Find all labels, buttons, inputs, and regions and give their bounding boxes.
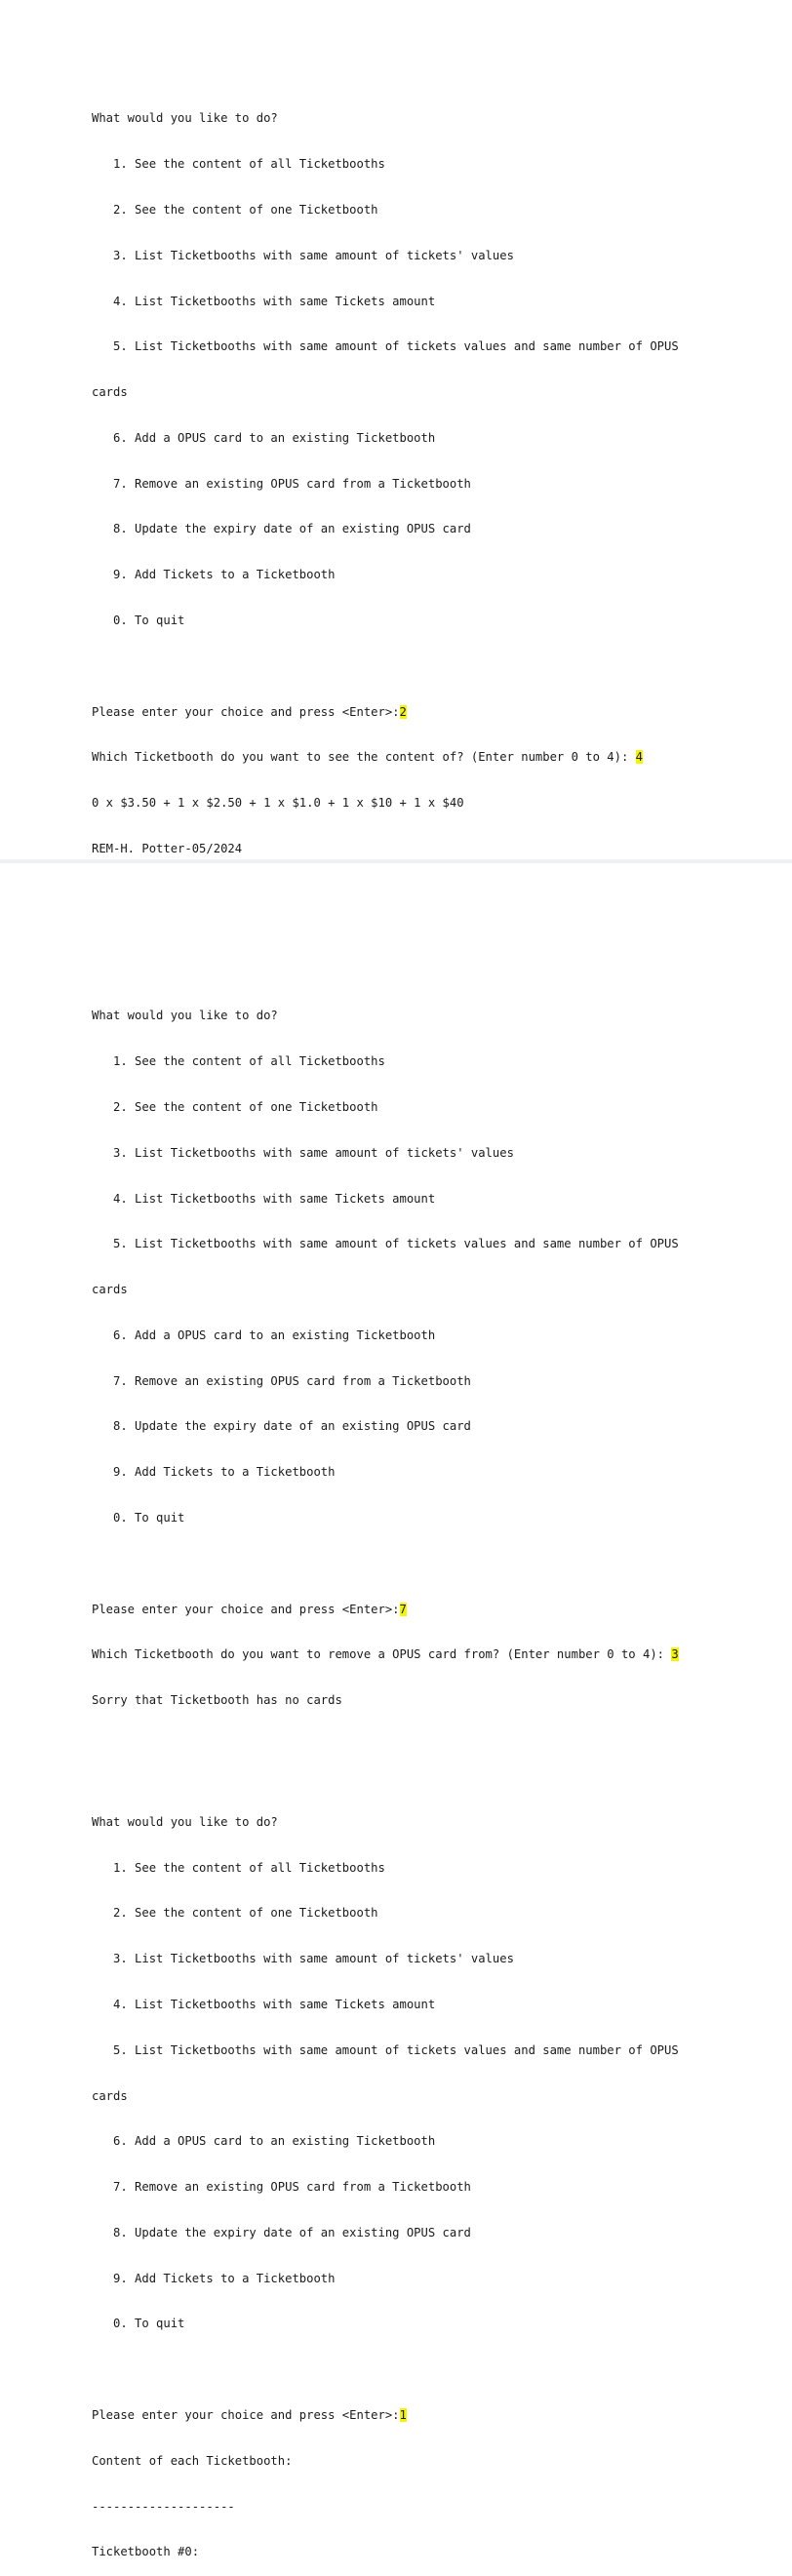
menu-item: 7. Remove an existing OPUS card from a Ticketbooth xyxy=(92,1373,471,1388)
menu-item-wrap: cards xyxy=(92,385,128,400)
separator-line: -------------------- xyxy=(92,2499,235,2514)
result-line: 0 x $3.50 + 1 x $2.50 + 1 x $1.0 + 1 x $10 + 1 x $40 xyxy=(92,796,464,811)
menu-item: 2. See the content of one Ticketbooth xyxy=(92,1906,378,1921)
user-input-answer: 3 xyxy=(671,1647,679,1662)
question-text: Which Ticketbooth do you want to remove a OPUS card from? (Enter number 0 to 4): xyxy=(92,1647,672,1662)
menu-item: 8. Update the expiry date of an existing OPUS card xyxy=(92,2225,471,2239)
result-line: Content of each Ticketbooth: xyxy=(92,2453,293,2468)
menu-item: 7. Remove an existing OPUS card from a Ticketbooth xyxy=(92,476,471,491)
choice-prompt: Please enter your choice and press <Enter>: xyxy=(92,1602,400,1616)
menu-item: 7. Remove an existing OPUS card from a Ticketbooth xyxy=(92,2180,471,2195)
menu-item: 4. List Ticketbooths with same Tickets amount xyxy=(92,1191,436,1206)
menu-item: 1. See the content of all Ticketbooths xyxy=(92,1054,385,1069)
window-bottom-edge xyxy=(0,859,792,863)
choice-line xyxy=(92,705,784,721)
menu-item: 5. List Ticketbooths with same amount of tickets values and same number of OPUS xyxy=(92,2042,679,2057)
menu-item: 4. List Ticketbooths with same Tickets amount xyxy=(92,294,436,308)
choice-line xyxy=(92,2408,784,2424)
menu-item: 6. Add a OPUS card to an existing Ticketbooth xyxy=(92,430,436,445)
result-line: REM-H. Potter-05/2024 xyxy=(92,841,243,855)
menu-item: 5. List Ticketbooths with same amount of tickets values and same number of OPUS xyxy=(92,1237,679,1251)
menu-item: 6. Add a OPUS card to an existing Ticketbooth xyxy=(92,2134,436,2149)
menu-item: 3. List Ticketbooths with same amount of tickets' values xyxy=(92,1145,514,1160)
menu-item: 9. Add Tickets to a Ticketbooth xyxy=(92,568,336,582)
menu-item: 0. To quit xyxy=(92,613,185,627)
result-line: Ticketbooth #0: xyxy=(92,2545,200,2559)
menu-item-wrap: cards xyxy=(92,1283,128,1297)
menu-item: 9. Add Tickets to a Ticketbooth xyxy=(92,1465,336,1480)
menu-item: 1. See the content of all Ticketbooths xyxy=(92,157,385,172)
blank-line xyxy=(92,932,784,948)
menu-item: 4. List Ticketbooths with same Tickets amount xyxy=(92,1998,436,2011)
menu-prompt: What would you like to do? xyxy=(92,1814,278,1829)
menu-prompt: What would you like to do? xyxy=(92,111,278,126)
menu-item: 2. See the content of one Ticketbooth xyxy=(92,1099,378,1114)
menu-item: 9. Add Tickets to a Ticketbooth xyxy=(92,2271,336,2285)
menu-item: 2. See the content of one Ticketbooth xyxy=(92,202,378,217)
menu-item: 0. To quit xyxy=(92,1511,185,1525)
menu-item: 1. See the content of all Ticketbooths xyxy=(92,1860,385,1875)
menu-item-wrap: cards xyxy=(92,2088,128,2103)
menu-item: 5. List Ticketbooths with same amount of tickets values and same number of OPUS xyxy=(92,339,679,354)
menu-item: 8. Update the expiry date of an existing OPUS card xyxy=(92,522,471,536)
blank-line xyxy=(92,1739,784,1755)
menu-item: 6. Add a OPUS card to an existing Ticketbooth xyxy=(92,1328,436,1342)
user-input-answer: 4 xyxy=(635,750,643,765)
result-line: Sorry that Ticketbooth has no cards xyxy=(92,1693,342,1708)
blank-line xyxy=(92,659,784,675)
menu-item: 8. Update the expiry date of an existing OPUS card xyxy=(92,1419,471,1434)
user-input-choice: 2 xyxy=(399,704,407,719)
menu-prompt: What would you like to do? xyxy=(92,1009,278,1023)
console-output xyxy=(92,51,784,2576)
menu-item: 3. List Ticketbooths with same amount of tickets' values xyxy=(92,248,514,262)
question-text: Which Ticketbooth do you want to see the content of? (Enter number 0 to 4): xyxy=(92,750,636,765)
menu-item: 0. To quit xyxy=(92,2317,185,2331)
blank-line xyxy=(92,888,784,903)
choice-prompt: Please enter your choice and press <Enter>: xyxy=(92,704,400,719)
user-input-choice: 1 xyxy=(399,2408,407,2423)
user-input-choice: 7 xyxy=(399,1602,407,1616)
question-line xyxy=(92,1647,784,1663)
menu-item: 3. List Ticketbooths with same amount of tickets' values xyxy=(92,1952,514,1966)
choice-line xyxy=(92,1603,784,1618)
choice-prompt: Please enter your choice and press <Enter>: xyxy=(92,2408,400,2423)
question-line xyxy=(92,750,784,766)
blank-line xyxy=(92,1557,784,1572)
blank-line xyxy=(92,2362,784,2378)
